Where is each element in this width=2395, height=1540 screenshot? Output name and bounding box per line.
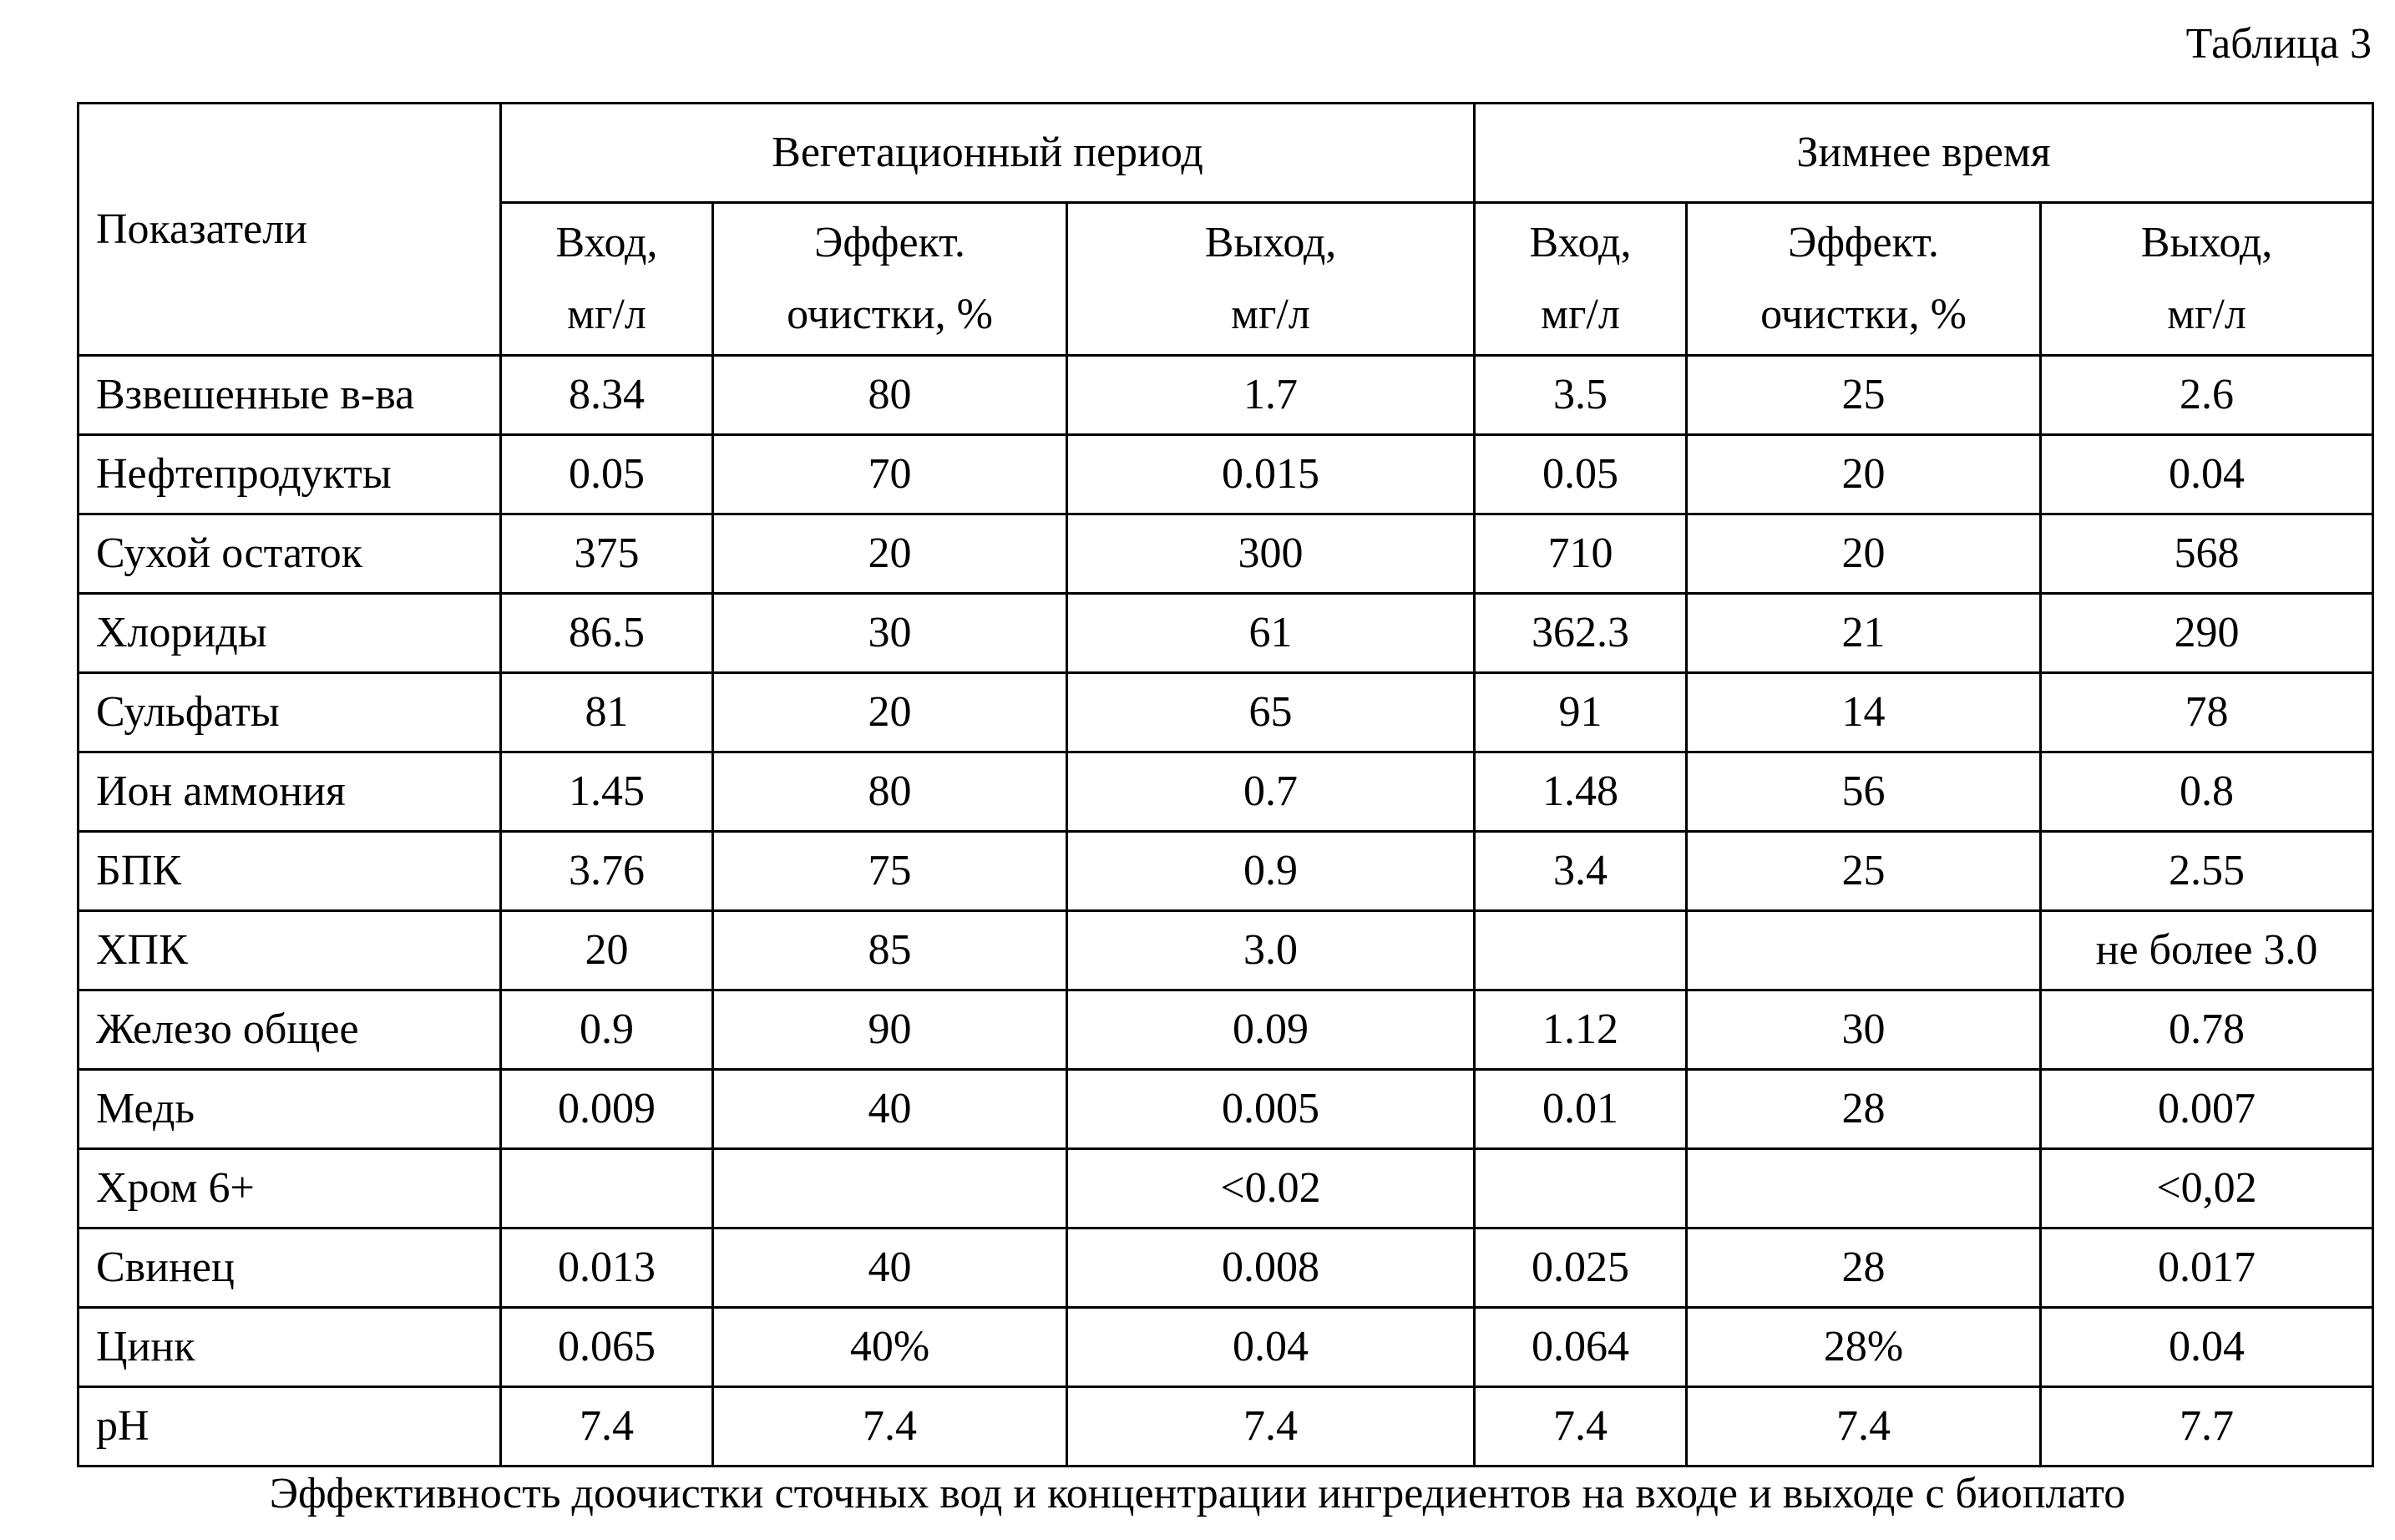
table-cell: 0.017 <box>2041 1228 2373 1308</box>
row-label: Хлориды <box>78 594 501 673</box>
table-cell: 0.7 <box>1067 752 1475 832</box>
table-row <box>78 1308 2373 1387</box>
table-cell: 710 <box>1475 514 1687 594</box>
table-cell: 0.05 <box>1475 435 1687 514</box>
row-label: ХПК <box>78 911 501 990</box>
table-cell: 56 <box>1687 752 2041 832</box>
table-cell: 65 <box>1067 673 1475 752</box>
subheader-line: мг/л <box>1541 291 1620 338</box>
data-table-container <box>77 102 2372 1467</box>
table-cell: 80 <box>713 356 1067 435</box>
table-cell: 0.009 <box>501 1070 713 1149</box>
row-label: Ион аммония <box>78 752 501 832</box>
row-label: Сухой остаток <box>78 514 501 594</box>
table-cell: 1.48 <box>1475 752 1687 832</box>
row-label: Цинк <box>78 1308 501 1387</box>
table-cell: 3.5 <box>1475 356 1687 435</box>
subheader-line: мг/л <box>1231 291 1310 338</box>
table-caption: Эффективность доочистки сточных вод и концентрации ингредиентов на входе и выходе с биоплато <box>269 1470 2126 1517</box>
table-cell: 86.5 <box>501 594 713 673</box>
table-cell: 28 <box>1687 1228 2041 1308</box>
table-cell: 0.01 <box>1475 1070 1687 1149</box>
table-cell: 3.4 <box>1475 832 1687 911</box>
subheader-line: очистки, % <box>1760 291 1967 338</box>
row-label: Железо общее <box>78 990 501 1070</box>
table-cell: 0.025 <box>1475 1228 1687 1308</box>
table-row <box>78 1387 2373 1467</box>
table-cell: 7.4 <box>1687 1387 2041 1467</box>
row-label: pH <box>78 1387 501 1467</box>
subheader-cell <box>1475 203 1687 356</box>
table-cell: 0.04 <box>2041 435 2373 514</box>
table-row <box>78 752 2373 832</box>
table-cell: 20 <box>1687 514 2041 594</box>
table-row <box>78 1228 2373 1308</box>
row-label: Взвешенные в-ва <box>78 356 501 435</box>
table-cell: <0,02 <box>2041 1149 2373 1228</box>
table-cell: 0.064 <box>1475 1308 1687 1387</box>
subheader-cell <box>713 203 1067 356</box>
table-cell <box>501 1149 713 1228</box>
table-cell: 61 <box>1067 594 1475 673</box>
table-cell: 7.4 <box>1475 1387 1687 1467</box>
header-group-winter: Зимнее время <box>1475 104 2373 203</box>
subheader-line: Эффект. <box>814 219 965 266</box>
table-cell: 25 <box>1687 356 2041 435</box>
table-cell: 0.04 <box>2041 1308 2373 1387</box>
table-cell: 7.4 <box>713 1387 1067 1467</box>
table-cell: 40% <box>713 1308 1067 1387</box>
table-cell: 81 <box>501 673 713 752</box>
subheader-line: мг/л <box>567 291 646 338</box>
subheader-cell <box>501 203 713 356</box>
table-header <box>78 104 2373 356</box>
subheader-cell <box>2041 203 2373 356</box>
table-cell: 78 <box>2041 673 2373 752</box>
table-cell: 0.015 <box>1067 435 1475 514</box>
table-cell: 0.78 <box>2041 990 2373 1070</box>
table-cell: 1.7 <box>1067 356 1475 435</box>
table-cell: 80 <box>713 752 1067 832</box>
table-cell: 0.013 <box>501 1228 713 1308</box>
table-cell: 7.4 <box>1067 1387 1475 1467</box>
subheader-line: Вход, <box>555 219 658 266</box>
table-cell: 0.9 <box>501 990 713 1070</box>
table-cell: 14 <box>1687 673 2041 752</box>
table-cell: 0.065 <box>501 1308 713 1387</box>
table-cell: 75 <box>713 832 1067 911</box>
table-row <box>78 832 2373 911</box>
table-cell: 7.7 <box>2041 1387 2373 1467</box>
table-cell: 0.008 <box>1067 1228 1475 1308</box>
table-number: Таблица 3 <box>2185 20 2372 68</box>
header-group-vegetation: Вегетационный период <box>501 104 1475 203</box>
subheader-line: мг/л <box>2167 291 2246 338</box>
row-label: Медь <box>78 1070 501 1149</box>
table-cell: 0.9 <box>1067 832 1475 911</box>
table-cell: 91 <box>1475 673 1687 752</box>
table-cell: 20 <box>1687 435 2041 514</box>
table-row <box>78 594 2373 673</box>
table-cell: 20 <box>713 514 1067 594</box>
table-row <box>78 673 2373 752</box>
subheader-cell <box>1687 203 2041 356</box>
table-row <box>78 435 2373 514</box>
header-indicator: Показатели <box>78 104 501 356</box>
table-cell: 568 <box>2041 514 2373 594</box>
subheader-line: Вход, <box>1529 219 1632 266</box>
subheader-line: Выход, <box>1204 219 1337 266</box>
table-cell: 20 <box>713 673 1067 752</box>
table-cell: 0.04 <box>1067 1308 1475 1387</box>
table-cell: 30 <box>713 594 1067 673</box>
table-cell: 25 <box>1687 832 2041 911</box>
table-cell: 28% <box>1687 1308 2041 1387</box>
subheader-line: Выход, <box>2140 219 2273 266</box>
table-cell: 0.09 <box>1067 990 1475 1070</box>
table-cell: 70 <box>713 435 1067 514</box>
table-cell <box>1687 1149 2041 1228</box>
table-cell: 8.34 <box>501 356 713 435</box>
row-label: БПК <box>78 832 501 911</box>
table-cell: 1.12 <box>1475 990 1687 1070</box>
table-cell: <0.02 <box>1067 1149 1475 1228</box>
table-cell: 90 <box>713 990 1067 1070</box>
table-cell <box>1475 911 1687 990</box>
table-cell: не более 3.0 <box>2041 911 2373 990</box>
table-cell: 375 <box>501 514 713 594</box>
table-cell: 3.0 <box>1067 911 1475 990</box>
table-cell: 20 <box>501 911 713 990</box>
row-label: Нефтепродукты <box>78 435 501 514</box>
table-cell: 40 <box>713 1228 1067 1308</box>
table-cell: 0.007 <box>2041 1070 2373 1149</box>
table-cell: 0.8 <box>2041 752 2373 832</box>
table-cell: 1.45 <box>501 752 713 832</box>
row-label: Сульфаты <box>78 673 501 752</box>
table-row <box>78 1070 2373 1149</box>
table-cell: 3.76 <box>501 832 713 911</box>
table-cell: 0.05 <box>501 435 713 514</box>
table-cell: 290 <box>2041 594 2373 673</box>
data-table <box>77 102 2374 1467</box>
table-cell: 0.005 <box>1067 1070 1475 1149</box>
table-cell: 40 <box>713 1070 1067 1149</box>
table-cell: 300 <box>1067 514 1475 594</box>
table-cell <box>1475 1149 1687 1228</box>
subheader-cell <box>1067 203 1475 356</box>
table-row <box>78 514 2373 594</box>
table-cell: 85 <box>713 911 1067 990</box>
table-row <box>78 356 2373 435</box>
table-row <box>78 1149 2373 1228</box>
row-label: Свинец <box>78 1228 501 1308</box>
table-cell: 30 <box>1687 990 2041 1070</box>
table-cell <box>713 1149 1067 1228</box>
table-cell: 21 <box>1687 594 2041 673</box>
subheader-line: очистки, % <box>787 291 993 338</box>
row-label: Хром 6+ <box>78 1149 501 1228</box>
table-body <box>78 356 2373 1467</box>
table-cell: 2.55 <box>2041 832 2373 911</box>
table-row <box>78 911 2373 990</box>
table-cell: 2.6 <box>2041 356 2373 435</box>
table-cell: 7.4 <box>501 1387 713 1467</box>
table-cell: 362.3 <box>1475 594 1687 673</box>
subheader-line: Эффект. <box>1788 219 1939 266</box>
table-row <box>78 990 2373 1070</box>
table-cell <box>1687 911 2041 990</box>
table-cell: 28 <box>1687 1070 2041 1149</box>
